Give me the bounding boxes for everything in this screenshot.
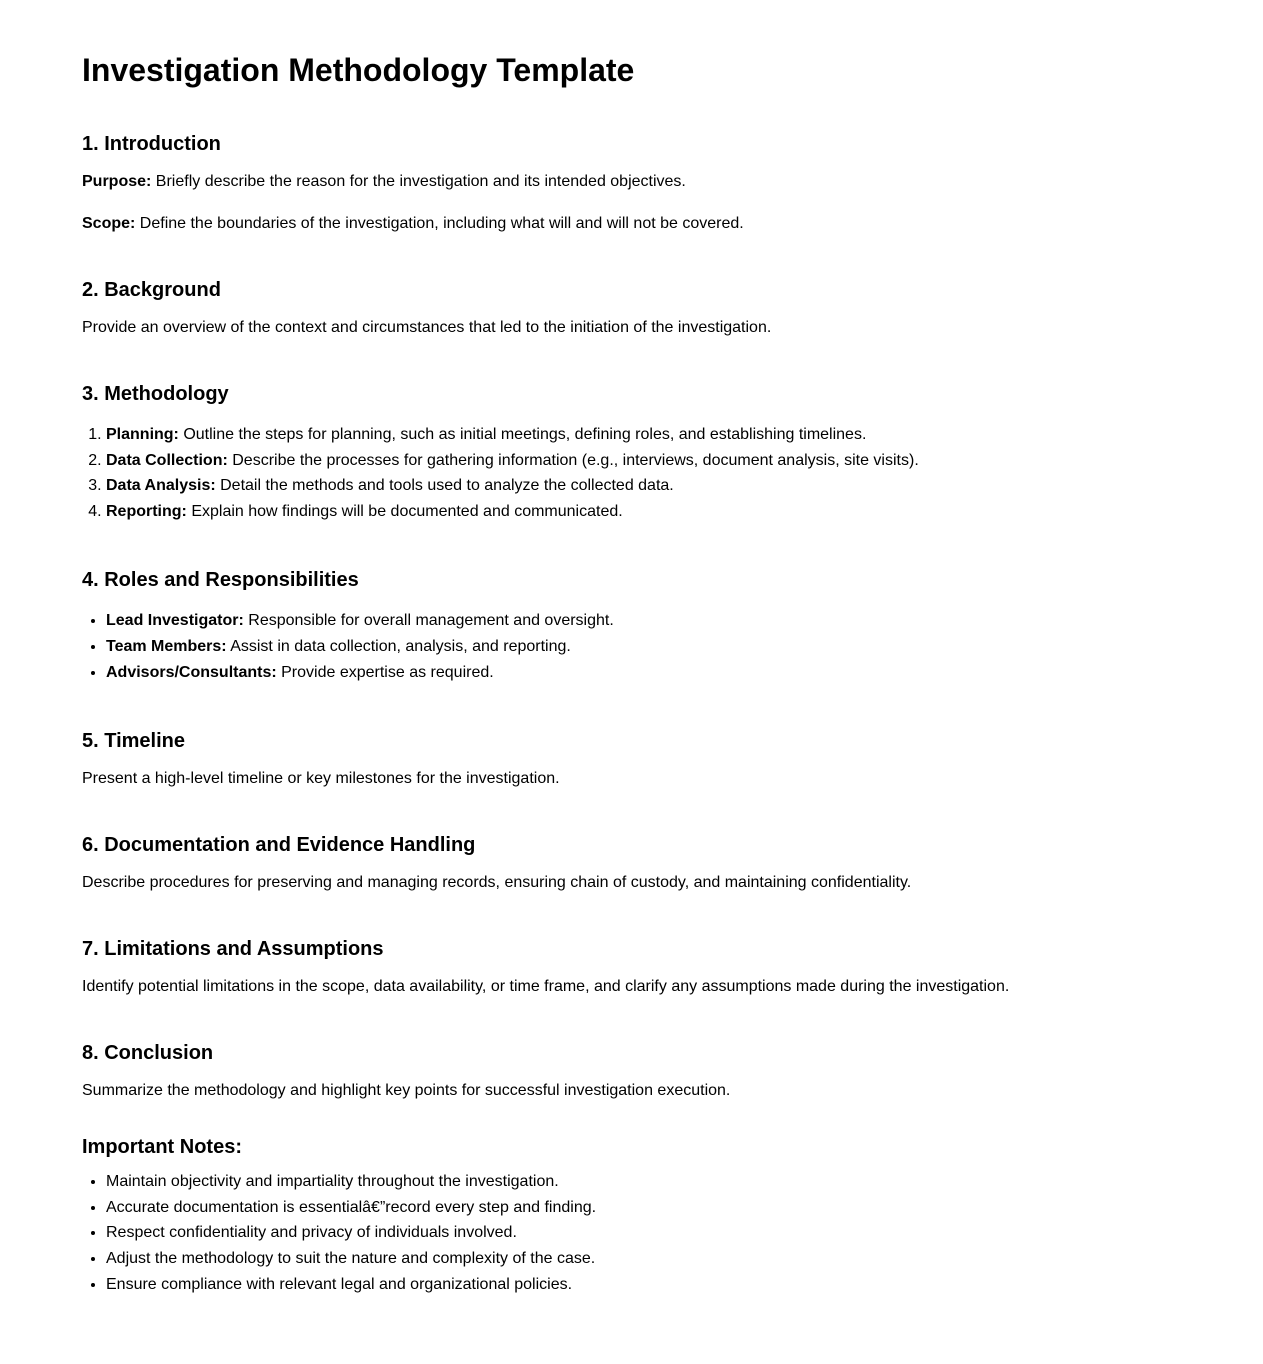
methodology-item-text: Detail the methods and tools used to analyze the collected data. — [215, 477, 674, 495]
section-heading-limitations: 7. Limitations and Assumptions — [82, 938, 384, 961]
page-title: Investigation Methodology Template — [82, 52, 635, 88]
methodology-item-planning — [106, 422, 1263, 448]
role-item-label: Lead Investigator: — [106, 612, 244, 630]
scope-paragraph — [82, 214, 1263, 234]
methodology-item-text: Explain how findings will be documented and communicated. — [186, 502, 623, 520]
background-text: Provide an overview of the context and circumstances that led to the initiation of the investigation. — [82, 319, 772, 336]
section-methodology — [82, 382, 1263, 524]
roles-list — [82, 608, 1263, 685]
methodology-item-label: Data Collection: — [106, 451, 228, 469]
methodology-item-text: Describe the processes for gathering information (e.g., interviews, document analysis, site visits). — [227, 451, 919, 469]
timeline-text: Present a high-level timeline or key milestones for the investigation. — [82, 770, 560, 788]
section-background — [82, 278, 1263, 338]
section-limitations — [82, 937, 1263, 997]
documentation-text: Describe procedures for preserving and managing records, ensuring chain of custody, and maintaining confidentiality. — [82, 874, 912, 892]
section-documentation — [82, 833, 1263, 893]
limitations-text: Identify potential limitations in the scope, data availability, or time frame, and clarify any assumptions made during the investigation. — [82, 978, 1010, 996]
conclusion-text: Summarize the methodology and highlight key points for successful investigation execution. — [82, 1082, 731, 1100]
section-heading-introduction: 1. Introduction — [82, 133, 221, 155]
section-heading-conclusion: 8. Conclusion — [82, 1042, 214, 1065]
role-item-text: Provide expertise as required. — [276, 663, 494, 681]
notes-item: • Respect confidentiality and privacy of individuals involved. — [106, 1220, 1263, 1246]
scope-text: Define the boundaries of the investigation, including what will and will not be covered. — [135, 215, 744, 232]
notes-item: • Ensure compliance with relevant legal and organizational policies. — [106, 1272, 1263, 1298]
section-notes — [82, 1135, 1263, 1297]
methodology-item-label: Data Analysis: — [106, 477, 216, 495]
notes-list — [82, 1169, 1263, 1297]
section-heading-methodology: 3. Methodology — [82, 383, 229, 405]
section-roles — [82, 568, 1263, 685]
scope-label: Scope: — [82, 215, 136, 232]
methodology-list — [82, 422, 1263, 524]
section-heading-background: 2. Background — [82, 279, 221, 301]
methodology-item-data-analysis — [106, 473, 1263, 499]
section-conclusion — [82, 1041, 1263, 1101]
methodology-item-reporting — [106, 499, 1263, 525]
section-heading-timeline: 5. Timeline — [82, 730, 186, 753]
notes-item: • Maintain objectivity and impartiality throughout the investigation. — [106, 1169, 1263, 1195]
purpose-text: Briefly describe the reason for the investigation and its intended objectives. — [151, 173, 686, 190]
section-heading-roles: 4. Roles and Responsibilities — [82, 569, 359, 592]
methodology-item-label: Planning: — [106, 426, 179, 443]
section-introduction — [82, 132, 1263, 234]
notes-heading: Important Notes: — [82, 1136, 242, 1159]
section-heading-documentation: 6. Documentation and Evidence Handling — [82, 834, 476, 857]
role-item-label: Advisors/Consultants: — [106, 663, 277, 681]
notes-item: • Accurate documentation is essentialâ€”record every step and finding. — [106, 1195, 1263, 1221]
purpose-paragraph — [82, 172, 1263, 192]
purpose-label: Purpose: — [82, 173, 152, 190]
section-timeline — [82, 729, 1263, 789]
role-item-text: Assist in data collection, analysis, and reporting. — [226, 637, 571, 655]
notes-item: • Adjust the methodology to suit the nature and complexity of the case. — [106, 1246, 1263, 1272]
role-item-lead-investigator — [106, 608, 1263, 634]
methodology-item-text: Outline the steps for planning, such as initial meetings, defining roles, and establishing timelines. — [178, 426, 867, 443]
role-item-team-members — [106, 634, 1263, 660]
methodology-item-label: Reporting: — [106, 502, 187, 520]
methodology-item-data-collection — [106, 448, 1263, 474]
role-item-advisors — [106, 660, 1263, 686]
role-item-label: Team Members: — [106, 637, 227, 655]
role-item-text: Responsible for overall management and oversight. — [243, 612, 614, 630]
